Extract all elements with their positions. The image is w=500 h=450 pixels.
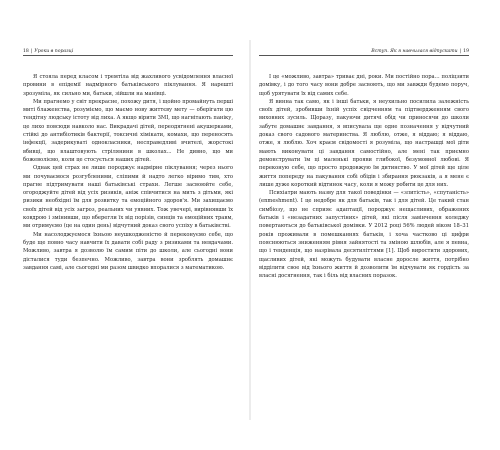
right-header-separator: | <box>459 49 462 54</box>
right-paragraph-2: Я винна так само, як і інші батьки, я неухильно посилила залежність своїх дітей, зробивши їхній успіх свідченням та підтвердженням свого виховних зусиль. Щоразу, пакуючи дитячі обід чи приносячи до школи забуте домашнє завдання, я вписувала ще одне позначення у відчутний доказ свого садового материнства. Я люблю, отже, я віддаю; я віддаю, отже, я люблю. Хоч краєм свідомості я розуміла, що настрашді мої діти мають виконувати ці завдання самостійно, але мені так приємно демонструвати їм ці маленькі прояви глибокої, безумовної любові. Я переконую себе, що просто продовжую їм дитинство. У мої дітей ще ціле життя попереду на пакування собі обідів і збирання рюкзаків, а я мене є лише дуже короткий відтинок часу, коли я можу робити це для них. <box>259 98 469 188</box>
right-page-header <box>259 48 469 56</box>
left-page-number: 18 <box>23 49 29 54</box>
left-paragraph-1: Я стояла перед класом і тремтіла від жахливого усвідомлення власної провини в епідемії надмірного батьківського піклування. Я нарешті зрозуміла, як сильно ми, батьки, зійшли на манівці. <box>23 74 233 97</box>
left-page <box>23 48 233 408</box>
book-gutter <box>249 40 251 420</box>
left-header-separator: | <box>30 49 33 54</box>
right-paragraph-3: Психіатри мають назву для такої поведінки — «злитість», «спутаність» (enmeshment). І це недобре як для батьків, так і для дітей. Це такий стан симбіозу, що не сприяє адаптації, породжує нещасливих, ображених батьків і «незадатних запустіних» дітей, які після завінчення коледжу повертаються до батьківської домівки. У 2012 році 56% людей віком 18–31 років проживали в помешканнях батьків, і хоча частково ці цифри пояснюються зниженням рівня зайнятості та зміною шлюбів, але я певна, що і тенденція, що назрівала десятиліттями [1]. Щоб виростити здорових, щасливих дітей, які можуть будувати власне доросле життя, потрібно відділити свое від їхнього життя й дозволити їм відчувати як гордість за власні досягнення, так і біль від власних поразок. <box>259 190 469 280</box>
left-paragraph-2: Ми прагнемо у світ прекрасне, похожу дитя, і щойно промайнуть перші миті блаженства, розуміємо, що маємо нову життєву мету — оберігати цю тендітну людську істоту від лиха. А якщо вірити ЗМІ, що нагнітають паніку, це лихо повсюди навколо нас. Викрадачі дітей, переодягнені акушерками, стійкі до антибіотиків бактерії, токсичні хімікати, комахи, що переносять інфекції, задерикуваті однокласники, несправедливі вчителі, жорстокі вбивці, що влаштовують стрілянини в школах... Не дивно, що ми божеволіємо, коли це стосується наших дітей. <box>23 98 233 163</box>
left-running-title: Уроки в поразці <box>34 49 74 54</box>
right-running-title: Вступ. Як я навчилася відпускати <box>371 49 458 54</box>
left-paragraph-3: Однак цей страх не лише породжує надмірне піклування; через нього ми почуваємося розгубленими, сліпими й надто легко віримо тим, хто прагне підтримувати наші батьківські страхи. Легше засвоюйте себе, огороджуйте дітей від усіх ризиків, аніж співчитися на мить з дітьми, які ризики необхідні їм для розвитку та емоційного здоров'я. Ми захищаємо своїх дітей від усіх загроз, реальних чи уявних. Тож увечері, вирівнявши їх ковдрою і змінивши, що вберегли їх від порізів, синців та емоційних травм, ми отримуємо (це на один день) відчутний доказ свого успіху в батьківстві. <box>23 165 233 230</box>
right-page <box>259 48 469 408</box>
right-page-number: 19 <box>463 49 469 54</box>
left-page-header <box>23 48 233 56</box>
left-paragraph-4: Ми насолоджуємося їхньою неушкодженістю й переконуємо себе, що буде ще повно часу навчити їх давати собі раду з ризиками та невдачами. Можливо, завтра я дозволю їм самим піти до школи, але сьогодні вони дісталися туди безпечно. Можливо, завтра вони зроблять домашнє завдання самі, але сьогодні ми разом швидко впоралися з математикою. <box>23 231 233 271</box>
right-paragraph-1: І це «можливо, завтра» триває дні, роки. Ми постійно пора... поліцзити домівку, і до того часу вони добре засвоють, що ми завжди будемо поруч, щоб урятувати їх від самих себе. <box>259 74 469 97</box>
